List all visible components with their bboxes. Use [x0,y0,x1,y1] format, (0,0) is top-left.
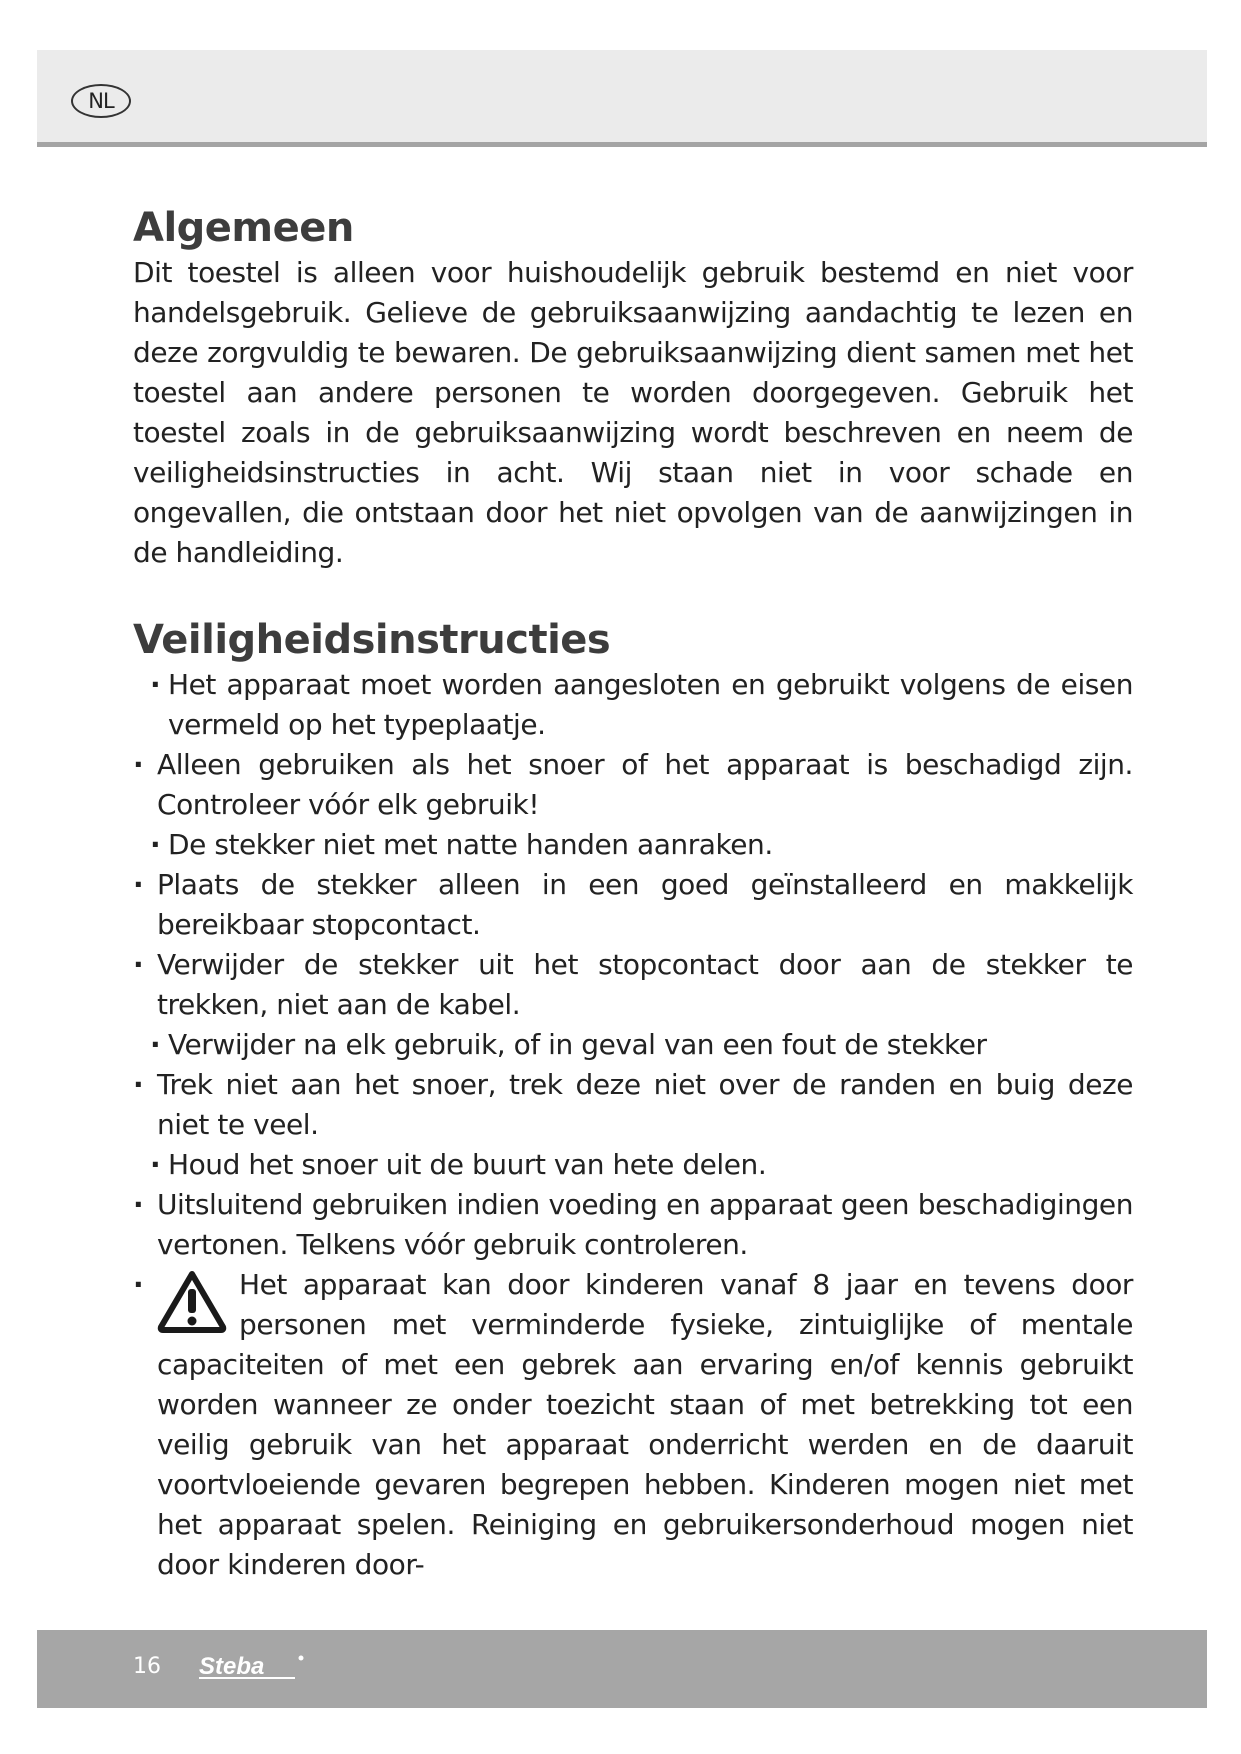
safety-item: · Plaats de stekker alleen in een goed geïnstalleerd en makkelijk bereikbaar stopcontact. [133,865,1133,945]
brand-logo [197,1650,307,1684]
safety-list [133,665,1133,1585]
safety-item: · Alleen gebruiken als het snoer of het apparaat is beschadigd zijn. Controleer vóór elk gebruik! [133,745,1133,825]
page-footer [37,1630,1207,1708]
safety-item-warning [133,1265,1133,1585]
safety-item: · Het apparaat moet worden aangesloten en gebruikt volgens de eisen vermeld op het typeplaatje. [133,665,1133,745]
safety-item: · De stekker niet met natte handen aanraken. [133,825,1133,865]
safety-item: · Houd het snoer uit de buurt van hete delen. [133,1145,1133,1185]
safety-item: · Verwijder na elk gebruik, of in geval van een fout de stekker [133,1025,1133,1065]
warning-triangle-icon [157,1269,227,1333]
heading-general: Algemeen [133,205,354,251]
safety-item: · Trek niet aan het snoer, trek deze niet over de randen en buig deze niet te veel. [133,1065,1133,1145]
language-badge: NL [71,84,131,118]
safety-item: · Verwijder de stekker uit het stopcontact door aan de stekker te trekken, niet aan de kabel. [133,945,1133,1025]
brand-logo-text: Steba [199,1653,265,1680]
page-number: 16 [133,1654,161,1679]
page-content [133,203,1133,1585]
page-header [37,50,1207,147]
warning-text: Het apparaat kan door kinderen vanaf 8 jaar en tevens door personen met verminderde fysieke, zintuiglijke of mentale capaciteiten of met een gebrek aan ervaring en/of kennis gebruikt worden wanneer ze onder toezicht staan of met betrekking tot een veilig gebruik van het apparaat onderricht werden en de daaruit voortvloeiende gevaren begrepen hebben. Kinderen mogen niet met het apparaat spelen. Reiniging en gebruikersonderhoud mogen niet door kinderen door- [157,1268,1133,1581]
heading-safety: Veiligheidsinstructies [133,617,611,663]
safety-item: · Uitsluitend gebruiken indien voeding en apparaat geen beschadigingen vertonen. Telkens vóór gebruik controleren. [133,1185,1133,1265]
general-paragraph: Dit toestel is alleen voor huishoudelijk gebruik bestemd en niet voor handelsgebruik. Gelieve de gebruiksaanwijzing aandachtig te lezen en deze zorgvuldig te bewaren. De gebruiksaanwijzing dient samen met het toestel aan andere personen te worden doorgegeven. Gebruik het toestel zoals in de gebruiksaanwijzing wordt beschreven en neem de veiligheidsinstructies in acht. Wij staan niet in voor schade en ongevallen, die ontstaan door het niet opvolgen van de aanwijzingen in de handleiding. [133,256,1133,569]
